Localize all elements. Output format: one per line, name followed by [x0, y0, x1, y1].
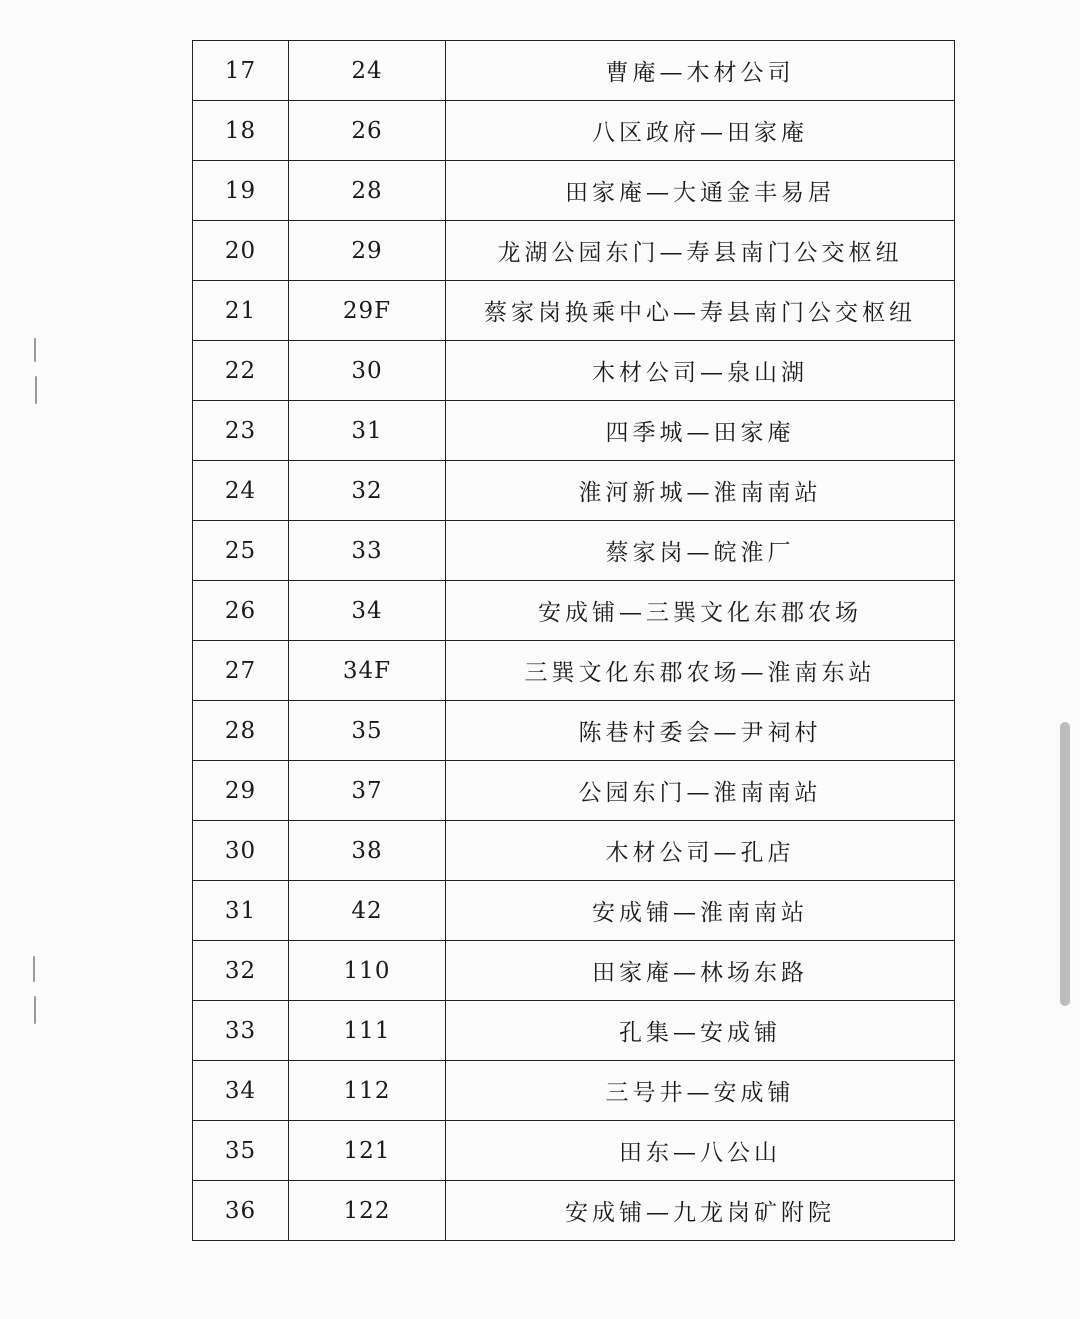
row-index: 20	[193, 221, 289, 281]
route-endpoints: 田家庵—大通金丰易居	[446, 161, 955, 221]
margin-mark	[35, 376, 37, 404]
row-index: 29	[193, 761, 289, 821]
table-row	[193, 701, 955, 761]
row-index: 28	[193, 701, 289, 761]
row-index: 26	[193, 581, 289, 641]
margin-mark	[33, 956, 35, 982]
table-row	[193, 1121, 955, 1181]
row-index: 31	[193, 881, 289, 941]
bus-line-number: 35	[289, 701, 446, 761]
table-row	[193, 221, 955, 281]
route-endpoints: 四季城—田家庵	[446, 401, 955, 461]
route-endpoints: 田东—八公山	[446, 1121, 955, 1181]
margin-mark	[34, 338, 36, 362]
table-row	[193, 881, 955, 941]
table-row	[193, 281, 955, 341]
bus-line-number: 110	[289, 941, 446, 1001]
row-index: 22	[193, 341, 289, 401]
bus-line-number: 26	[289, 101, 446, 161]
row-index: 24	[193, 461, 289, 521]
row-index: 27	[193, 641, 289, 701]
table-row	[193, 1181, 955, 1241]
table-row	[193, 761, 955, 821]
table-row	[193, 821, 955, 881]
table-row	[193, 521, 955, 581]
route-endpoints: 曹庵—木材公司	[446, 41, 955, 101]
route-endpoints: 蔡家岗换乘中心—寿县南门公交枢纽	[446, 281, 955, 341]
table-row	[193, 941, 955, 1001]
route-endpoints: 安成铺—淮南南站	[446, 881, 955, 941]
row-index: 34	[193, 1061, 289, 1121]
route-endpoints: 公园东门—淮南南站	[446, 761, 955, 821]
row-index: 25	[193, 521, 289, 581]
bus-line-number: 34F	[289, 641, 446, 701]
vertical-scrollbar[interactable]	[1060, 722, 1070, 1006]
bus-line-number: 29F	[289, 281, 446, 341]
bus-line-number: 34	[289, 581, 446, 641]
bus-line-number: 122	[289, 1181, 446, 1241]
table-row	[193, 641, 955, 701]
bus-line-number: 32	[289, 461, 446, 521]
table-row	[193, 581, 955, 641]
route-endpoints: 蔡家岗—皖淮厂	[446, 521, 955, 581]
row-index: 23	[193, 401, 289, 461]
row-index: 21	[193, 281, 289, 341]
bus-line-number: 38	[289, 821, 446, 881]
table-row	[193, 401, 955, 461]
table-row	[193, 101, 955, 161]
route-endpoints: 三号井—安成铺	[446, 1061, 955, 1121]
row-index: 36	[193, 1181, 289, 1241]
bus-line-number: 33	[289, 521, 446, 581]
row-index: 33	[193, 1001, 289, 1061]
route-endpoints: 木材公司—孔店	[446, 821, 955, 881]
bus-line-number: 29	[289, 221, 446, 281]
row-index: 17	[193, 41, 289, 101]
bus-line-number: 28	[289, 161, 446, 221]
table-row	[193, 1061, 955, 1121]
bus-line-number: 121	[289, 1121, 446, 1181]
table-row	[193, 161, 955, 221]
route-endpoints: 安成铺—三巽文化东郡农场	[446, 581, 955, 641]
bus-line-number: 31	[289, 401, 446, 461]
bus-line-number: 112	[289, 1061, 446, 1121]
route-endpoints: 田家庵—林场东路	[446, 941, 955, 1001]
table-row	[193, 41, 955, 101]
row-index: 19	[193, 161, 289, 221]
route-endpoints: 龙湖公园东门—寿县南门公交枢纽	[446, 221, 955, 281]
bus-line-number: 30	[289, 341, 446, 401]
route-endpoints: 淮河新城—淮南南站	[446, 461, 955, 521]
bus-line-number: 42	[289, 881, 446, 941]
route-endpoints: 木材公司—泉山湖	[446, 341, 955, 401]
route-endpoints: 八区政府—田家庵	[446, 101, 955, 161]
row-index: 30	[193, 821, 289, 881]
route-endpoints: 孔集—安成铺	[446, 1001, 955, 1061]
route-endpoints: 三巽文化东郡农场—淮南东站	[446, 641, 955, 701]
route-endpoints: 安成铺—九龙岗矿附院	[446, 1181, 955, 1241]
table-row	[193, 461, 955, 521]
table-row	[193, 341, 955, 401]
table-row	[193, 1001, 955, 1061]
bus-line-number: 111	[289, 1001, 446, 1061]
row-index: 35	[193, 1121, 289, 1181]
route-endpoints: 陈巷村委会—尹祠村	[446, 701, 955, 761]
margin-mark	[34, 996, 36, 1024]
bus-line-number: 24	[289, 41, 446, 101]
row-index: 32	[193, 941, 289, 1001]
bus-route-table	[192, 40, 955, 1241]
row-index: 18	[193, 101, 289, 161]
bus-line-number: 37	[289, 761, 446, 821]
